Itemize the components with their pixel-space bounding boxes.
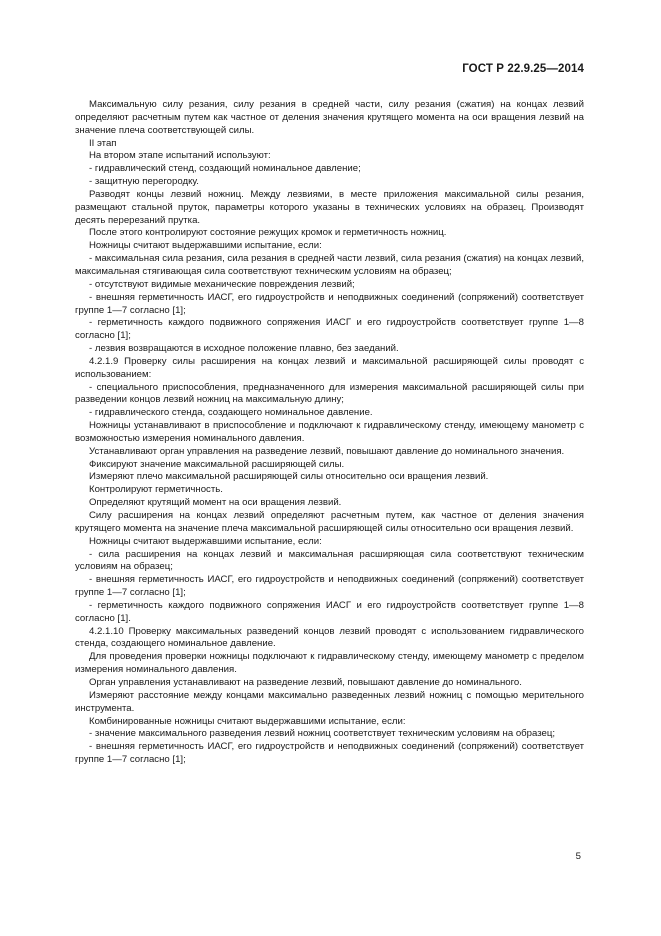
list-item: - внешняя герметичность ИАСГ, его гидроустройств и неподвижных соединений (сопряжений) соответствует группе 1—7 согласно [1]; [75, 291, 584, 316]
paragraph: Измеряют расстояние между концами максимально разведенных лезвий ножниц с помощью мерительного инструмента. [75, 689, 584, 714]
list-item: - внешняя герметичность ИАСГ, его гидроустройств и неподвижных соединений (сопряжений) соответствует группе 1—7 согласно [1]; [75, 741, 584, 766]
paragraph: Устанавливают орган управления на разведение лезвий, повышают давление до номинального значения. [89, 445, 565, 457]
paragraph: Для проведения проверки ножницы подключают к гидравлическому стенду, имеющему манометр с пределом измерения номинального давления. [75, 651, 584, 676]
list-item: - значение максимального разведения лезвий ножниц соответствует техническим условиям на образец; [89, 728, 556, 740]
list-item: - сила расширения на концах лезвий и максимальная расширяющая сила соответствуют техническим условиям на образец; [75, 548, 584, 573]
page-number: 5 [575, 851, 581, 862]
list-item: - лезвия возвращаются в исходное положение плавно, без заеданий. [89, 343, 399, 355]
list-item: - максимальная сила резания, сила резания в средней части лезвий, сила резания (сжатия) на концах лезвий, максимальная стягивающая сила соответствуют техническим условиям на образец; [75, 253, 585, 277]
document-body [75, 99, 584, 767]
paragraph: Комбинированные ножницы считают выдержавшими испытание, если: [89, 715, 406, 727]
paragraph: На втором этапе испытаний используют: [89, 150, 271, 162]
list-item: - герметичность каждого подвижного сопряжения ИАСГ и его гидроустройств соответствует группе 1—8 согласно [1]; [75, 317, 584, 342]
list-item: - гидравлический стенд, создающий номинальное давление; [89, 163, 361, 175]
list-item: - герметичность каждого подвижного сопряжения ИАСГ и его гидроустройств соответствует группе 1—8 согласно [1]. [75, 599, 584, 624]
list-item: - гидравлического стенда, создающего номинальное давление. [89, 407, 373, 419]
paragraph: Разводят концы лезвий ножниц. Между лезвиями, в месте приложения максимальной силы резания, размещают стальной пруток, параметры которого указаны в технических условиях на образец. Производят десять перерезаний прутка. [75, 188, 584, 226]
paragraph: После этого контролируют состояние режущих кромок и герметичность ножниц. [89, 227, 447, 239]
list-item: - специального приспособления, предназначенного для измерения максимальной расширяющей силы при разведении концов лезвий ножниц на максимальную длину; [75, 381, 584, 406]
list-item: - защитную перегородку. [89, 176, 199, 188]
paragraph: Ножницы устанавливают в приспособление и подключают к гидравлическому стенду, имеющему манометр с возможностью измерения номинального давления. [75, 420, 584, 444]
paragraph: Ножницы считают выдержавшими испытание, если: [89, 535, 322, 547]
clause-4-2-1-10: 4.2.1.10 Проверку максимальных разведений концов лезвий проводят с использованием гидравлического стенда, создающего номинальное давление. [75, 625, 584, 650]
paragraph: Ножницы считают выдержавшими испытание, если: [89, 240, 322, 252]
paragraph: Фиксируют значение максимальной расширяющей силы. [89, 458, 345, 470]
paragraph: Максимальную силу резания, силу резания в средней части, силу резания (сжатия) на концах лезвий определяют расчетным путем как частное от деления значения крутящего момента на оси вращения лезвий на значение плеча соответствующей силы. [75, 99, 584, 136]
paragraph: Орган управления устанавливают на разведение лезвий, повышают давление до номинального. [89, 676, 522, 688]
paragraph: Контролируют герметичность. [89, 484, 223, 496]
standard-header: ГОСТ Р 22.9.25—2014 [462, 63, 584, 75]
stage-heading: II этап [89, 137, 117, 149]
list-item: - внешняя герметичность ИАСГ, его гидроустройств и неподвижных соединений (сопряжений) соответствует группе 1—7 согласно [1]; [75, 574, 584, 599]
paragraph: Измеряют плечо максимальной расширяющей силы относительно оси вращения лезвий. [89, 471, 489, 483]
list-item: - отсутствуют видимые механические повреждения лезвий; [89, 278, 355, 290]
clause-4-2-1-9: 4.2.1.9 Проверку силы расширения на концах лезвий и максимальной расширяющей силы проводят с использованием: [75, 355, 584, 380]
paragraph: Определяют крутящий момент на оси вращения лезвий. [89, 497, 342, 509]
paragraph: Силу расширения на концах лезвий определяют расчетным путем, как частное от деления значения крутящего момента на значение плеча максимальной расширяющей силы относительно оси вращения лезвий. [75, 510, 584, 534]
